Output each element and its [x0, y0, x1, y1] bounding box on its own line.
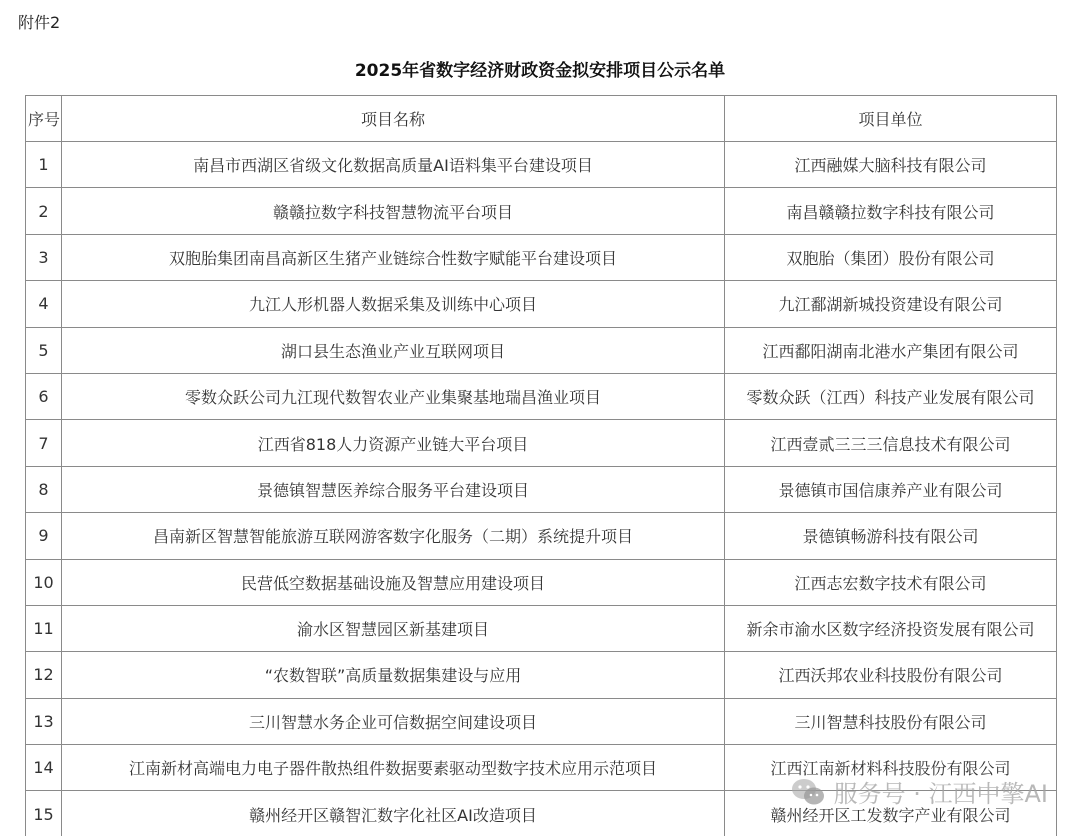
row-index-cell: 11	[26, 605, 62, 651]
table-row	[26, 327, 1057, 373]
project-table	[25, 95, 1057, 836]
attachment-label: 附件2	[18, 13, 61, 32]
project-unit-cell: 赣州经开区工发数字产业有限公司	[725, 791, 1057, 836]
project-unit-cell: 江西壹贰三三三信息技术有限公司	[725, 420, 1057, 466]
project-unit-cell: 南昌赣赣拉数字科技有限公司	[725, 188, 1057, 234]
project-unit-cell: 江西融媒大脑科技有限公司	[725, 142, 1057, 188]
table-row	[26, 513, 1057, 559]
header-project-unit: 项目单位	[725, 96, 1057, 142]
row-index-cell: 14	[26, 745, 62, 791]
table-row	[26, 142, 1057, 188]
project-name-cell: 景德镇智慧医养综合服务平台建设项目	[62, 466, 725, 512]
row-index-cell: 9	[26, 513, 62, 559]
row-index-cell: 4	[26, 281, 62, 327]
row-index-cell: 12	[26, 652, 62, 698]
table-row	[26, 652, 1057, 698]
table-row	[26, 420, 1057, 466]
project-unit-cell: 景德镇畅游科技有限公司	[725, 513, 1057, 559]
row-index-cell: 7	[26, 420, 62, 466]
table-body	[26, 142, 1057, 836]
project-name-cell: 赣州经开区赣智汇数字化社区AI改造项目	[62, 791, 725, 836]
table-row	[26, 281, 1057, 327]
project-name-cell: 南昌市西湖区省级文化数据高质量AI语料集平台建设项目	[62, 142, 725, 188]
table-row	[26, 466, 1057, 512]
project-unit-cell: 三川智慧科技股份有限公司	[725, 698, 1057, 744]
project-name-cell: 渝水区智慧园区新基建项目	[62, 605, 725, 651]
project-unit-cell: 九江鄱湖新城投资建设有限公司	[725, 281, 1057, 327]
table-row	[26, 698, 1057, 744]
row-index-cell: 10	[26, 559, 62, 605]
project-name-cell: 双胞胎集团南昌高新区生猪产业链综合性数字赋能平台建设项目	[62, 234, 725, 280]
project-unit-cell: 景德镇市国信康养产业有限公司	[725, 466, 1057, 512]
project-name-cell: 民营低空数据基础设施及智慧应用建设项目	[62, 559, 725, 605]
project-unit-cell: 双胞胎（集团）股份有限公司	[725, 234, 1057, 280]
row-index-cell: 2	[26, 188, 62, 234]
project-unit-cell: 零数众跃（江西）科技产业发展有限公司	[725, 373, 1057, 419]
project-name-cell: 零数众跃公司九江现代数智农业产业集聚基地瑞昌渔业项目	[62, 373, 725, 419]
table-row	[26, 234, 1057, 280]
header-index: 序号	[26, 96, 62, 142]
table-row	[26, 188, 1057, 234]
table-row	[26, 791, 1057, 836]
row-index-cell: 6	[26, 373, 62, 419]
row-index-cell: 1	[26, 142, 62, 188]
row-index-cell: 3	[26, 234, 62, 280]
project-unit-cell: 江西沃邦农业科技股份有限公司	[725, 652, 1057, 698]
table-row	[26, 605, 1057, 651]
table-row	[26, 559, 1057, 605]
table-header-row	[26, 96, 1057, 142]
row-index-cell: 13	[26, 698, 62, 744]
table-row	[26, 373, 1057, 419]
project-unit-cell: 江西志宏数字技术有限公司	[725, 559, 1057, 605]
project-unit-cell: 新余市渝水区数字经济投资发展有限公司	[725, 605, 1057, 651]
row-index-cell: 15	[26, 791, 62, 836]
row-index-cell: 5	[26, 327, 62, 373]
project-name-cell: 昌南新区智慧智能旅游互联网游客数字化服务（二期）系统提升项目	[62, 513, 725, 559]
project-name-cell: 九江人形机器人数据采集及训练中心项目	[62, 281, 725, 327]
project-name-cell: 江西省818人力资源产业链大平台项目	[62, 420, 725, 466]
document-title: 2025年省数字经济财政资金拟安排项目公示名单	[354, 61, 726, 81]
project-unit-cell: 江西江南新材料科技股份有限公司	[725, 745, 1057, 791]
project-name-cell: 赣赣拉数字科技智慧物流平台项目	[62, 188, 725, 234]
header-project-name: 项目名称	[62, 96, 725, 142]
project-name-cell: 湖口县生态渔业产业互联网项目	[62, 327, 725, 373]
row-index-cell: 8	[26, 466, 62, 512]
table-row	[26, 745, 1057, 791]
project-name-cell: “农数智联”高质量数据集建设与应用	[62, 652, 725, 698]
project-name-cell: 江南新材高端电力电子器件散热组件数据要素驱动型数字技术应用示范项目	[62, 745, 725, 791]
watermark-text: 服务号 · 江西中擎AI	[833, 780, 1048, 808]
project-unit-cell: 江西鄱阳湖南北港水产集团有限公司	[725, 327, 1057, 373]
project-name-cell: 三川智慧水务企业可信数据空间建设项目	[62, 698, 725, 744]
